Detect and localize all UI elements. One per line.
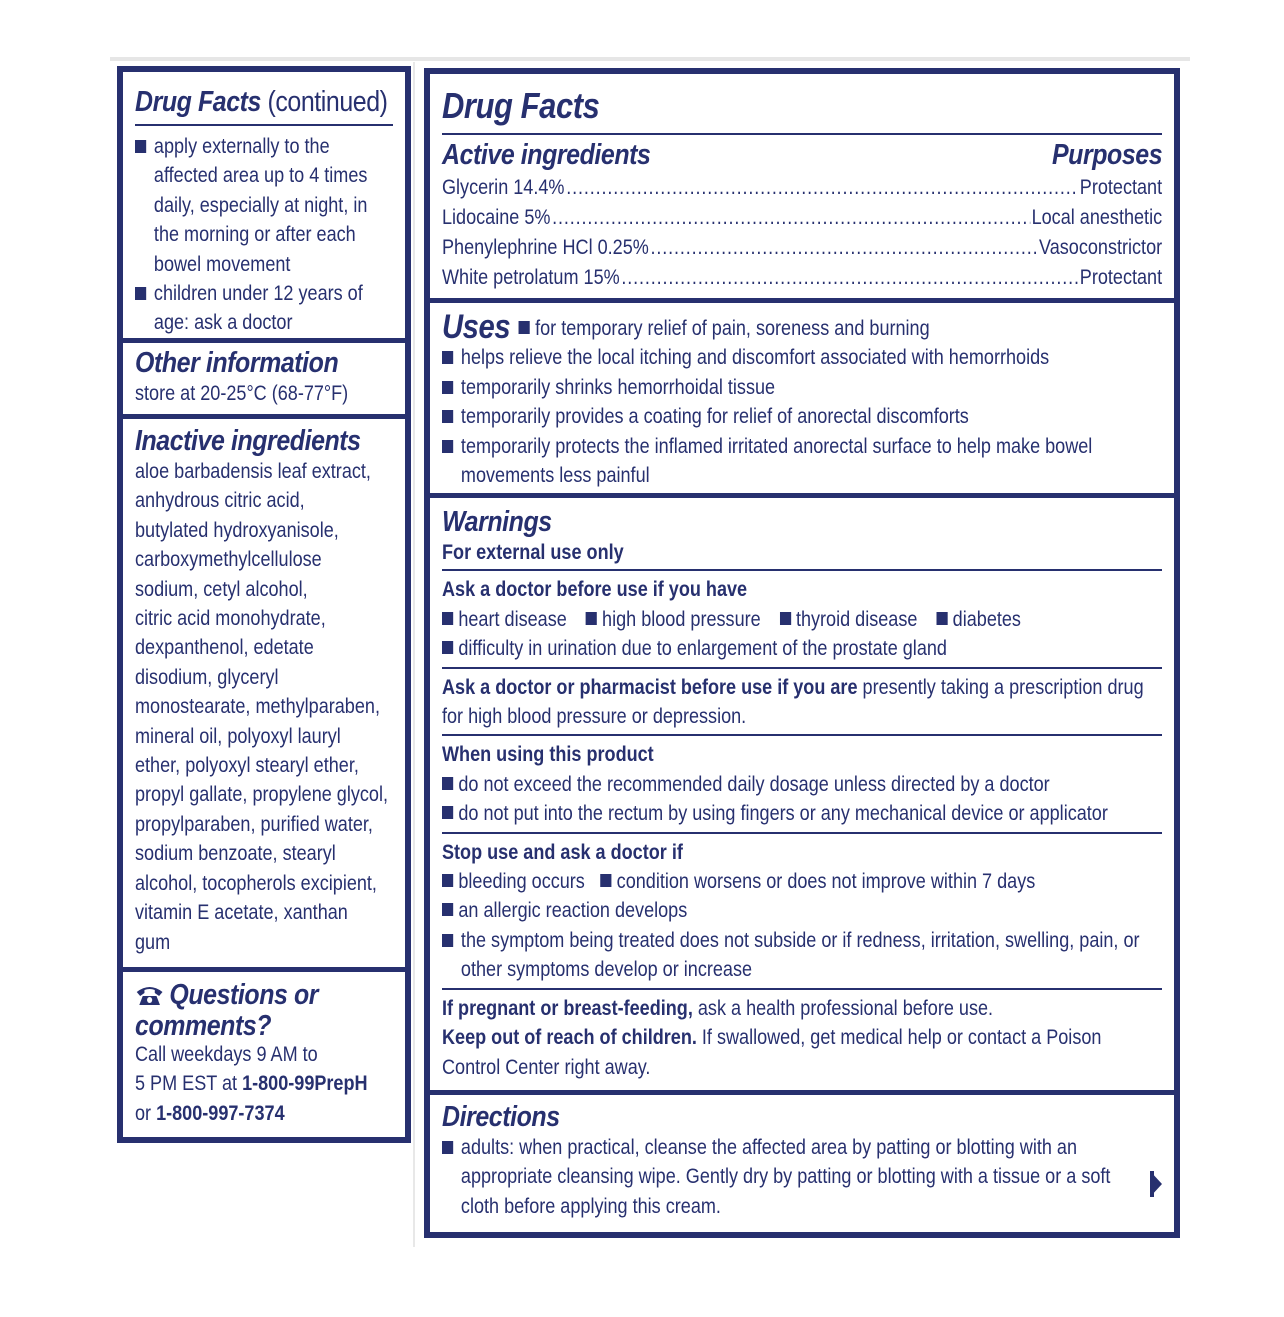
- inactive-line: propylparaben, purified water,: [135, 812, 373, 836]
- when-using-block: [442, 740, 1108, 828]
- inactive-line: sodium benzoate, stearyl: [135, 842, 336, 866]
- rule: [442, 667, 1162, 669]
- condition-item: diabetes: [936, 608, 1021, 631]
- use-item: [442, 432, 1093, 491]
- directions-line: adults: when practical, cleanse the affected area by patting or blotting with an: [460, 1136, 1078, 1159]
- inactive-line: alcohol, tocopherols excipient,: [135, 871, 377, 895]
- warnings-title: Warnings: [442, 506, 552, 538]
- rule: [442, 832, 1162, 834]
- rule: [442, 734, 1162, 736]
- ask-pharmacist-title: Ask a doctor or pharmacist before use if you are: [442, 675, 858, 699]
- use-item: [442, 373, 1061, 402]
- questions-title-line2: comments?: [135, 1010, 272, 1042]
- bullet-line: the morning or after each: [153, 223, 356, 247]
- bullet-line: children under 12 years of: [153, 282, 363, 306]
- bullet-line: daily, especially at night, in: [153, 193, 368, 217]
- stop-use-block: [442, 838, 1140, 985]
- directions-line: appropriate cleansing wipe. Gently dry by patting or blotting with a tissue or a soft: [460, 1165, 1111, 1189]
- other-information-title: Other information: [135, 347, 339, 379]
- active-ingredients-section: [430, 135, 1174, 303]
- ask-doctor-conditions: [442, 605, 1061, 634]
- directions-title: Directions: [442, 1101, 560, 1133]
- inactive-line: monostearate, methylparaben,: [135, 695, 380, 719]
- use-line: helps relieve the local itching and discomfort associated with hemorrhoids: [460, 346, 1050, 370]
- bullet-line: age: ask a doctor: [153, 311, 293, 335]
- ingredient-purpose: Protectant: [1079, 266, 1163, 289]
- use-item: [442, 402, 1061, 431]
- ingredient-row: [442, 203, 1162, 233]
- uses-title: Uses: [442, 308, 511, 346]
- inactive-line: butylated hydroxyanisole,: [135, 518, 339, 542]
- contact-info: [135, 1040, 368, 1128]
- drug-facts-title: Drug Facts: [442, 85, 600, 126]
- phone-line-2: or 1-800-997-7374: [135, 1101, 285, 1125]
- ingredient-row: [442, 263, 1162, 293]
- stop-item: [442, 926, 1140, 985]
- phone-number-2[interactable]: 1-800-997-7374: [156, 1101, 285, 1125]
- keep-out-title: Keep out of reach of children.: [442, 1026, 697, 1050]
- inactive-line: sodium, cetyl alcohol,: [135, 577, 308, 601]
- rule: [442, 988, 1162, 990]
- use-item: [442, 343, 1061, 372]
- use-item: for temporary relief of pain, soreness and burning: [535, 317, 930, 340]
- ingredient-purpose: Protectant: [1079, 176, 1163, 199]
- leader-dots: [566, 173, 1078, 203]
- directions-line: cloth before applying this cream.: [460, 1194, 721, 1218]
- stop-item: bleeding occurs: [442, 870, 585, 893]
- phone-icon: [135, 982, 164, 1012]
- external-use-text: For external use only: [442, 541, 624, 564]
- inactive-ingredients-section: [123, 419, 405, 972]
- pregnancy-children-block: If pregnant or breast-feeding, ask a health professional before use. Keep out of reach of children. If swallowed, get medical help or contact a Poison Control Center right away.: [442, 994, 1061, 1082]
- rule: [442, 569, 1162, 571]
- directions-bullet: [135, 132, 368, 279]
- condition-item: high blood pressure: [586, 608, 761, 631]
- directions-section: [430, 1095, 1174, 1221]
- drug-facts-header: [430, 74, 1174, 135]
- leader-dots: [651, 233, 1038, 263]
- directions-continued-section: [123, 72, 405, 343]
- stop-line: other symptoms develop or increase: [460, 958, 753, 982]
- stop-item: condition worsens or does not improve within 7 days: [600, 870, 1035, 893]
- drug-facts-continued-panel: [117, 66, 411, 1143]
- ingredient-name: Phenylephrine HCl 0.25%: [442, 236, 649, 259]
- call-hours-text: Call weekdays 9 AM to: [135, 1043, 318, 1066]
- phone-number-1[interactable]: 1-800-99PrepH: [242, 1072, 368, 1096]
- ask-doctor-title: Ask a doctor before use if you have: [442, 578, 748, 602]
- other-information-section: [123, 343, 405, 419]
- uses-section: [430, 303, 1174, 498]
- inactive-line: dexpanthenol, edetate: [135, 636, 314, 660]
- when-using-item: do not put into the rectum by using fingers or any mechanical device or applicator: [442, 799, 1061, 828]
- inactive-line: vitamin E acetate, xanthan: [135, 901, 348, 925]
- active-ingredients-title: Active ingredients: [442, 139, 651, 171]
- ingredient-name: Glycerin 14.4%: [442, 176, 565, 199]
- use-line: movements less painful: [460, 464, 650, 488]
- drug-facts-panel: [424, 68, 1180, 1238]
- inactive-ingredients-list: [135, 457, 389, 957]
- ask-doctor-block: [442, 575, 1061, 663]
- directions-bullet-list: [135, 132, 368, 338]
- questions-title: Questions or: [135, 980, 357, 1012]
- active-header-row: [442, 137, 1162, 173]
- ingredient-name: White petrolatum 15%: [442, 266, 620, 289]
- ingredient-purpose: Local anesthetic: [1031, 206, 1163, 229]
- ingredient-name: Lidocaine 5%: [442, 206, 551, 229]
- when-using-title: When using this product: [442, 743, 654, 767]
- pregnancy-title: If pregnant or breast-feeding,: [442, 996, 693, 1020]
- phone-line-1: 5 PM EST at 1-800-99PrepH: [135, 1072, 368, 1096]
- use-line: temporarily shrinks hemorrhoidal tissue: [460, 375, 776, 399]
- condition-item: thyroid disease: [780, 608, 918, 631]
- inactive-line: ether, polyoxyl stearyl ether,: [135, 754, 359, 778]
- title-rule: [135, 124, 393, 126]
- ingredient-row: [442, 173, 1162, 203]
- ingredient-row: [442, 233, 1162, 263]
- inactive-line: citric acid monohydrate,: [135, 607, 326, 631]
- directions-bullet: [135, 279, 363, 338]
- bullet-line: apply externally to the: [153, 135, 330, 158]
- top-rule: [110, 57, 1190, 61]
- panel-separator: [413, 62, 415, 1247]
- condition-item: difficulty in urination due to enlargement of the prostate gland: [458, 637, 947, 661]
- continue-arrow-icon: [1148, 1170, 1164, 1203]
- inactive-line: propyl gallate, propylene glycol,: [135, 783, 389, 807]
- leader-dots: [621, 263, 1078, 293]
- uses-list: [442, 343, 1093, 490]
- stop-use-title: Stop use and ask a doctor if: [442, 840, 683, 864]
- when-using-item: do not exceed the recommended daily dosage unless directed by a doctor: [442, 770, 1061, 799]
- inactive-line: gum: [135, 930, 171, 954]
- directions-item: [442, 1133, 1111, 1221]
- storage-text: store at 20-25°C (68-77°F): [135, 382, 349, 405]
- inactive-line: anhydrous citric acid,: [135, 489, 305, 513]
- ask-pharmacist-text: for high blood pressure or depression.: [442, 705, 747, 729]
- use-line: temporarily provides a coating for relief of anorectal discomforts: [460, 405, 969, 429]
- keep-out-text: Control Center right away.: [442, 1055, 651, 1079]
- when-using-list: [442, 770, 1108, 829]
- ingredients-table: [442, 173, 1162, 293]
- stop-use-conditions: [442, 867, 1061, 896]
- inactive-line: disodium, glyceryl: [135, 665, 279, 689]
- inactive-ingredients-title: Inactive ingredients: [135, 425, 361, 457]
- use-line: temporarily protects the inflamed irritated anorectal surface to help make bowel: [460, 434, 1093, 458]
- stop-item: an allergic reaction develops: [458, 899, 688, 923]
- inactive-line: aloe barbadensis leaf extract,: [135, 460, 371, 483]
- bullet-line: affected area up to 4 times: [153, 164, 368, 188]
- bullet-line: bowel movement: [153, 252, 291, 276]
- ingredient-purpose: Vasoconstrictor: [1039, 236, 1163, 259]
- continued-title: Drug Facts (continued): [135, 86, 388, 118]
- inactive-line: carboxymethylcellulose: [135, 548, 322, 572]
- leader-dots: [552, 203, 1030, 233]
- uses-first-line: [442, 308, 1061, 346]
- warnings-section: [430, 498, 1174, 1095]
- purposes-title: Purposes: [1051, 139, 1162, 171]
- stop-line: the symptom being treated does not subside or if redness, irritation, swelling, pain, or: [460, 928, 1140, 952]
- condition-item: heart disease: [442, 608, 567, 631]
- questions-section: [123, 972, 405, 1128]
- inactive-line: mineral oil, polyoxyl lauryl: [135, 724, 341, 748]
- ask-pharmacist-block: Ask a doctor or pharmacist before use if you are presently taking a prescription drug for high blood pressure or depression.: [442, 673, 1061, 732]
